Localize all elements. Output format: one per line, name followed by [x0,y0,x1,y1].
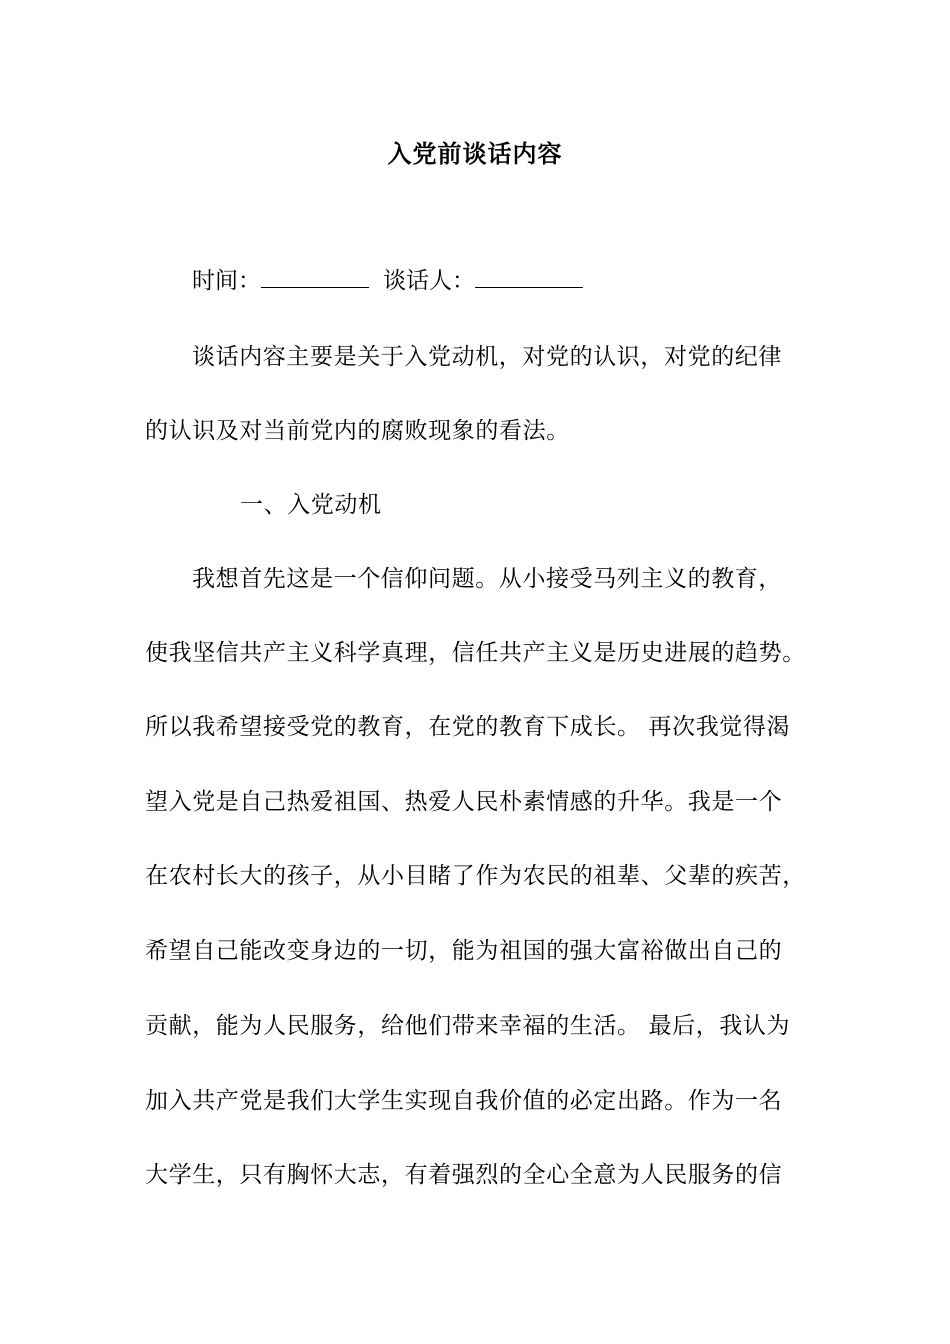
intro-line: 的认识及对当前党内的腐败现象的看法。 [145,418,570,444]
body-line: 希望自己能改变身边的一切，能为祖国的强大富裕做出自己的 [145,938,783,964]
speaker-label: 谈话人： [383,268,475,294]
time-blank-field [261,267,369,288]
time-label: 时间： [192,268,261,294]
body-line: 加入共产党是我们大学生实现自我价值的必定出路。作为一名 [145,1088,783,1114]
body-line: 大学生，只有胸怀大志，有着强烈的全心全意为人民服务的信 [145,1162,783,1188]
section-heading: 一、入党动机 [240,492,382,518]
body-line: 贡献，能为人民服务，给他们带来幸福的生活。 最后，我认为 [145,1013,791,1039]
document-title: 入党前谈话内容 [387,139,563,168]
speaker-blank-field [475,267,583,288]
body-line: 望入党是自己热爱祖国、热爱人民朴素情感的升华。我是一个 [145,789,783,815]
body-line: 在农村长大的孩子，从小目睹了作为农民的祖辈、父辈的疾苦， [145,863,806,889]
body-line: 使我坚信共产主义科学真理，信任共产主义是历史进展的趋势。 [145,640,806,666]
body-line: 我想首先这是一个信仰问题。从小接受马列主义的教育， [192,566,782,592]
meta-line [192,262,597,295]
body-line: 所以我希望接受党的教育，在党的教育下成长。 再次我觉得渴 [145,714,791,740]
intro-line: 谈话内容主要是关于入党动机，对党的认识，对党的纪律 [192,344,782,370]
